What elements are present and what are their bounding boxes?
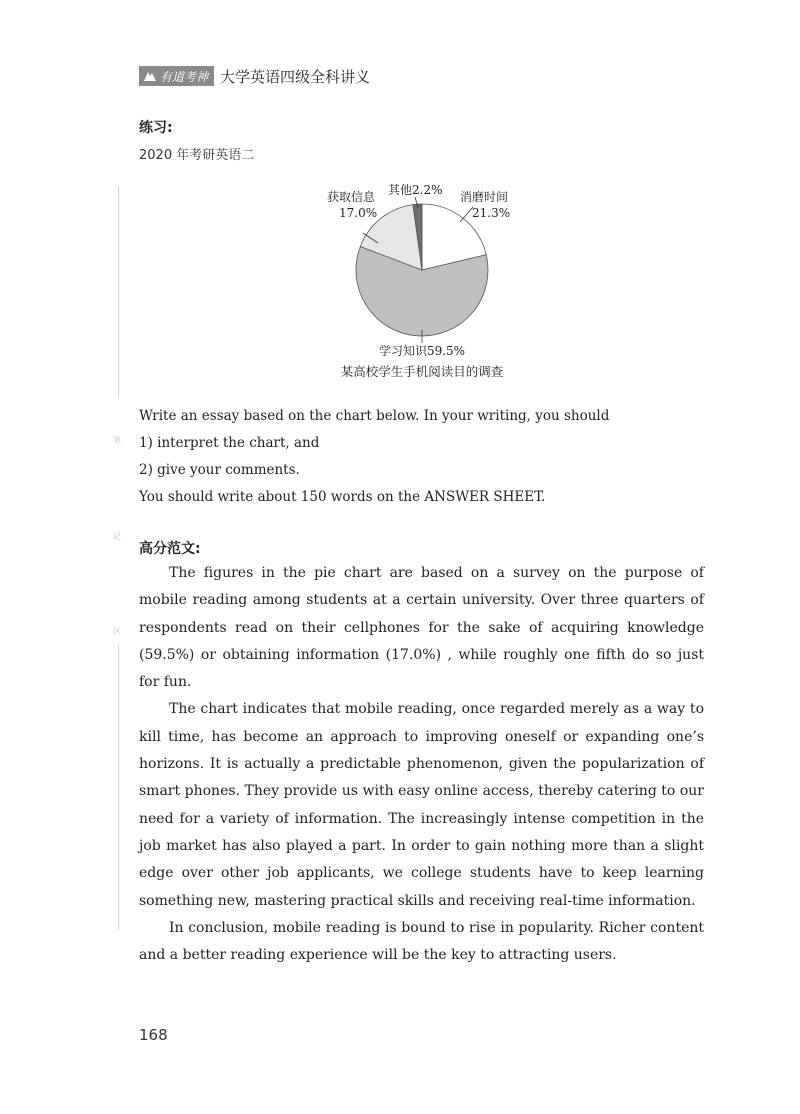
pie-value-label: 21.3% bbox=[472, 206, 511, 220]
essay-paragraph: The chart indicates that mobile reading, once regarded merely as a way to kill time, has become an approach to improving oneself or expanding one’s horizons. It is actually a predictable phenomenon, given the popularization of smart phones. They provide us with easy online access, thereby catering to our need for a variety of information. The increasingly intense competition in the job market has also played a part. In order to gain nothing more than a slight edge over other job applicants, we college students have to keep learning something new, mastering practical skills and receiving real-time information. bbox=[139, 701, 704, 909]
margin-mark-record: 记 bbox=[113, 532, 121, 541]
prompt-line: Write an essay based on the chart below. In your writing, you should bbox=[139, 408, 610, 424]
margin-mark-area: 区 bbox=[113, 627, 121, 636]
essay-heading: 高分范文: bbox=[139, 541, 201, 557]
brand-mark-icon bbox=[143, 70, 157, 82]
essay-prompt bbox=[139, 403, 719, 511]
prompt-line: 2) give your comments. bbox=[139, 462, 300, 478]
essay-paragraph: In conclusion, mobile reading is bound to rise in popularity. Richer content and a better reading experience will be the key to attracting users. bbox=[139, 919, 704, 964]
essay-paragraph: The figures in the pie chart are based on a survey on the purpose of mobile reading among students at a certain university. Over three quarters of respondents read on their cellphones for the sake of acquiring knowledge (59.5%) or obtaining information (17.0%) , while roughly one fifth do so just for fun. bbox=[139, 565, 704, 691]
prompt-line: 1) interpret the chart, and bbox=[139, 435, 320, 451]
pie-chart bbox=[300, 180, 530, 385]
pie-label: 消磨时间 bbox=[460, 190, 509, 204]
margin-rule bbox=[118, 186, 119, 396]
pie-value-label: 17.0% bbox=[339, 206, 378, 220]
pie-label: 学习知识59.5% bbox=[378, 344, 466, 358]
book-title: 大学英语四级全科讲义 bbox=[220, 67, 371, 86]
practice-heading: 练习: bbox=[139, 120, 173, 136]
margin-rule bbox=[118, 645, 119, 930]
brand-logo bbox=[139, 66, 214, 86]
exam-label: 2020 年考研英语二 bbox=[139, 148, 255, 163]
prompt-line: You should write about 150 words on the ANSWER SHEET. bbox=[139, 489, 546, 505]
page-header bbox=[139, 66, 370, 86]
page-number: 168 bbox=[139, 1026, 168, 1044]
model-essay bbox=[139, 560, 704, 969]
margin-mark-note: 笔 bbox=[113, 436, 121, 445]
pie-label: 其他2.2% bbox=[388, 183, 443, 197]
chart-title: 某高校学生手机阅读目的调查 bbox=[340, 364, 504, 379]
brand-name: 有道考神 bbox=[160, 69, 209, 84]
pie-label: 获取信息 bbox=[327, 190, 376, 204]
